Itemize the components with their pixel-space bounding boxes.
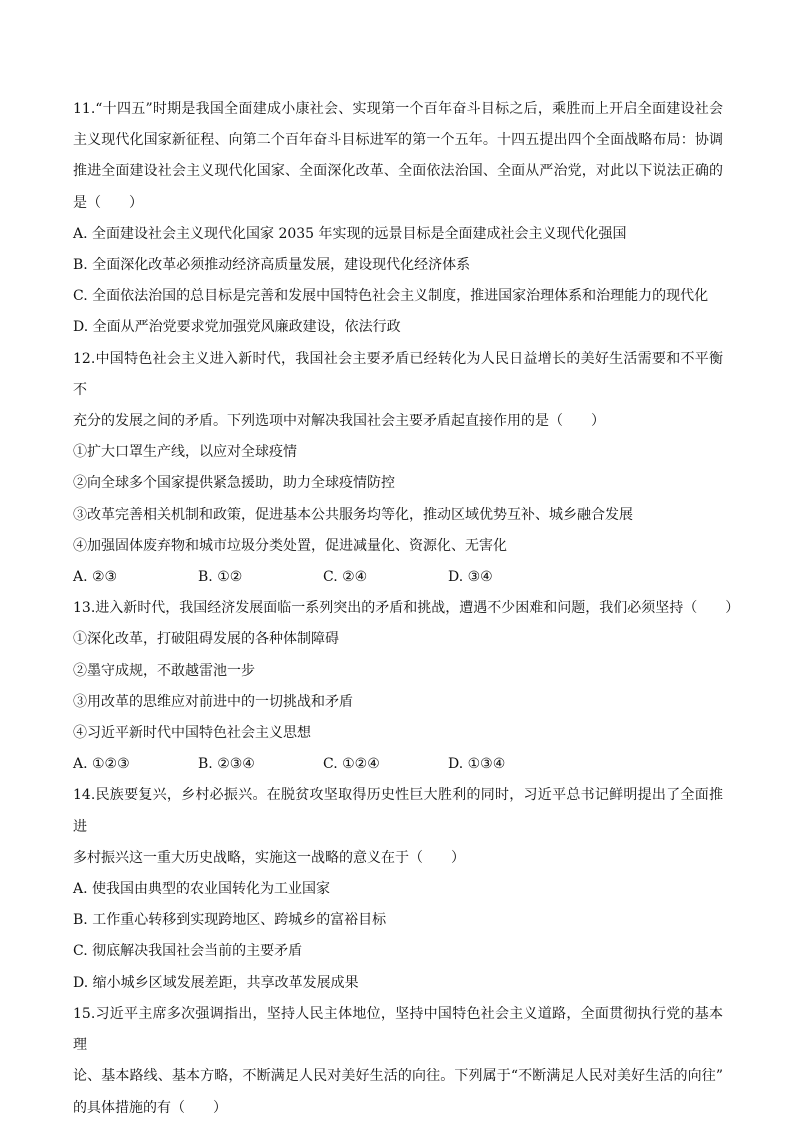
option-c: C. 彻底解决我国社会当前的主要矛盾 [73, 943, 303, 960]
question-14 [73, 780, 723, 998]
option-c: C. 全面依法治国的总目标是完善和发展中国特色社会主义制度，推进国家治理体系和治理能力的现代化 [73, 288, 709, 305]
choice-c: C. ②④ [323, 569, 368, 586]
choice-a: A. ①②③ [73, 756, 130, 773]
question-11 [73, 94, 723, 344]
option-b: B. 工作重心转移到实现跨地区、跨城乡的富裕目标 [73, 912, 387, 929]
choice-d: D. ①③④ [448, 756, 506, 773]
option-d: D. 缩小城乡区域发展差距，共享改革发展成果 [73, 974, 359, 991]
choice-b: B. ②③④ [198, 756, 255, 773]
question-stem-line: 是（ ） [73, 194, 143, 211]
question-15 [73, 999, 723, 1124]
option-a: A. 全面建设社会主义现代化国家 2035 年实现的远景目标是全面建成社会主义现代化强国 [73, 225, 627, 242]
statement-item: ①扩大口罩生产线，以应对全球疫情 [73, 444, 297, 461]
statement-item: ①深化改革，打破阻碍发展的各种体制障碍 [73, 631, 339, 648]
answer-choices [73, 749, 723, 780]
question-stem-line: 12.中国特色社会主义进入新时代，我国社会主要矛盾已经转化为人民日益增长的美好生活需要和不平衡不 [73, 350, 723, 398]
question-stem-line: 11.“十四五”时期是我国全面建成小康社会、实现第一个百年奋斗目标之后，乘胜而上开启全面建设社会 [73, 101, 723, 117]
answer-choices [73, 562, 723, 593]
question-stem-line: 主义现代化国家新征程、向第二个百年奋斗目标进军的第一个五年。十四五提出四个全面战略布局：协调 [73, 132, 723, 149]
option-d: D. 全面从严治党要求党加强党风廉政建设，依法行政 [73, 319, 401, 336]
question-stem-line: 论、基本路线、基本方略，不断满足人民对美好生活的向往。下列属于“不断满足人民对美好生活的向往” [73, 1068, 723, 1085]
question-stem-line: 推进全面建设社会主义现代化国家、全面深化改革、全面依法治国、全面从严治党，对此以下说法正确的 [73, 163, 723, 180]
question-12 [73, 344, 723, 594]
statement-item: ③改革完善相关机制和政策，促进基本公共服务均等化，推动区域优势互补、城乡融合发展 [73, 506, 633, 523]
statement-item: ②向全球多个国家提供紧急援助，助力全球疫情防控 [73, 475, 395, 492]
choice-a: A. ②③ [73, 569, 118, 586]
option-b: B. 全面深化改革必须推动经济高质量发展，建设现代化经济体系 [73, 257, 471, 274]
question-stem-line: 15.习近平主席多次强调指出，坚持人民主体地位，坚持中国特色社会主义道路，全面贯彻执行党的基本理 [73, 1005, 723, 1054]
choice-c: C. ①②④ [323, 756, 380, 773]
question-stem-line: 13.进入新时代，我国经济发展面临一系列突出的矛盾和挑战，遭遇不少困难和问题，我们必须坚持（ ） [73, 600, 740, 617]
question-13 [73, 593, 740, 780]
option-a: A. 使我国由典型的农业国转化为工业国家 [73, 881, 331, 898]
statement-item: ③用改革的思维应对前进中的一切挑战和矛盾 [73, 693, 353, 710]
question-stem-line: 多村振兴这一重大历史战略，实施这一战略的意义在于（ ） [73, 849, 465, 866]
statement-item: ④习近平新时代中国特色社会主义思想 [73, 725, 311, 742]
choice-b: B. ①② [198, 569, 243, 586]
question-stem-line: 14.民族要复兴，乡村必振兴。在脱贫攻坚取得历史性巨大胜利的同时，习近平总书记鲜明提出了全面推进 [73, 787, 723, 835]
statement-item: ④加强固体废弃物和城市垃圾分类处置，促进减量化、资源化、无害化 [73, 537, 507, 554]
question-stem-line: 的具体措施的有（ ） [73, 1099, 227, 1116]
statement-item: ②墨守成规，不敢越雷池一步 [73, 662, 255, 679]
question-stem-line: 充分的发展之间的矛盾。下列选项中对解决我国社会主要矛盾起直接作用的是（ ） [73, 413, 605, 430]
choice-d: D. ③④ [448, 569, 493, 586]
exam-page [73, 94, 740, 1124]
